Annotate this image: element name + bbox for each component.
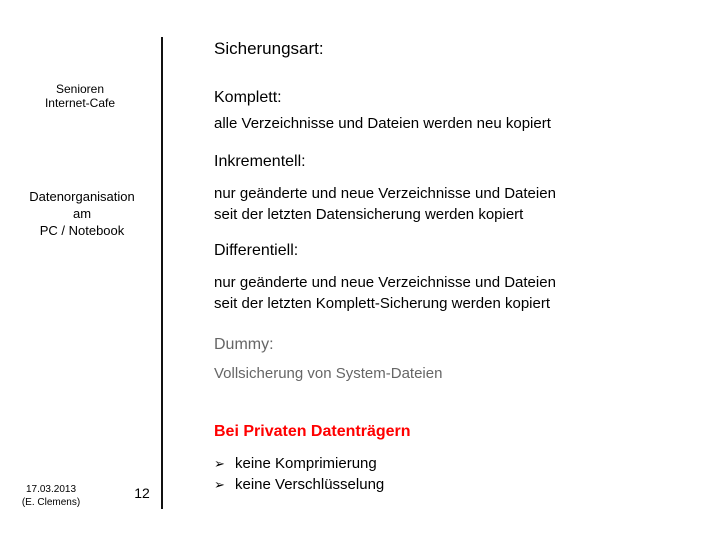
section-text-differentiell-line2: seit der letzten Komplett-Sicherung werden kopiert — [214, 295, 551, 312]
sidebar-header — [18, 82, 142, 110]
section-text-inkrementell-line1: nur geänderte und neue Verzeichnisse und Dateien — [214, 185, 556, 202]
sidebar-header-line2: Internet-Cafe — [44, 96, 116, 110]
bullet-list — [214, 453, 384, 495]
arrow-bullet-icon: ➢ — [214, 477, 225, 492]
section-heading-komplett: Komplett: — [214, 89, 282, 106]
list-item — [214, 453, 384, 474]
section-text-differentiell-line1: nur geänderte und neue Verzeichnisse und Dateien — [214, 274, 556, 291]
sidebar-topic-line2: am — [72, 206, 92, 221]
section-text-komplett: alle Verzeichnisse und Dateien werden neu kopiert — [214, 115, 551, 132]
page-title: Sicherungsart: — [214, 39, 324, 58]
list-item — [214, 474, 384, 495]
footer-author: (E. Clemens) — [21, 497, 81, 508]
footer-date: 17.03.2013 — [25, 484, 77, 495]
bullet-text: keine Komprimierung — [235, 455, 377, 472]
section-text-dummy: Vollsicherung von System-Dateien — [214, 365, 443, 382]
footer-date-block — [10, 483, 92, 509]
section-heading-differentiell: Differentiell: — [214, 242, 299, 259]
section-heading-dummy: Dummy: — [214, 336, 274, 353]
sidebar-topic — [14, 188, 150, 239]
warning-heading: Bei Privaten Datenträgern — [214, 423, 411, 440]
arrow-bullet-icon: ➢ — [214, 456, 225, 471]
bullet-text: keine Verschlüsselung — [235, 476, 385, 493]
sidebar-topic-line1: Datenorganisation — [29, 189, 135, 204]
sidebar-topic-line3: PC / Notebook — [39, 223, 125, 238]
vertical-divider — [161, 37, 163, 509]
section-heading-inkrementell: Inkrementell: — [214, 153, 306, 170]
page-number: 12 — [134, 485, 150, 501]
sidebar-header-line1: Senioren — [55, 82, 105, 96]
section-text-inkrementell-line2: seit der letzten Datensicherung werden kopiert — [214, 206, 524, 223]
